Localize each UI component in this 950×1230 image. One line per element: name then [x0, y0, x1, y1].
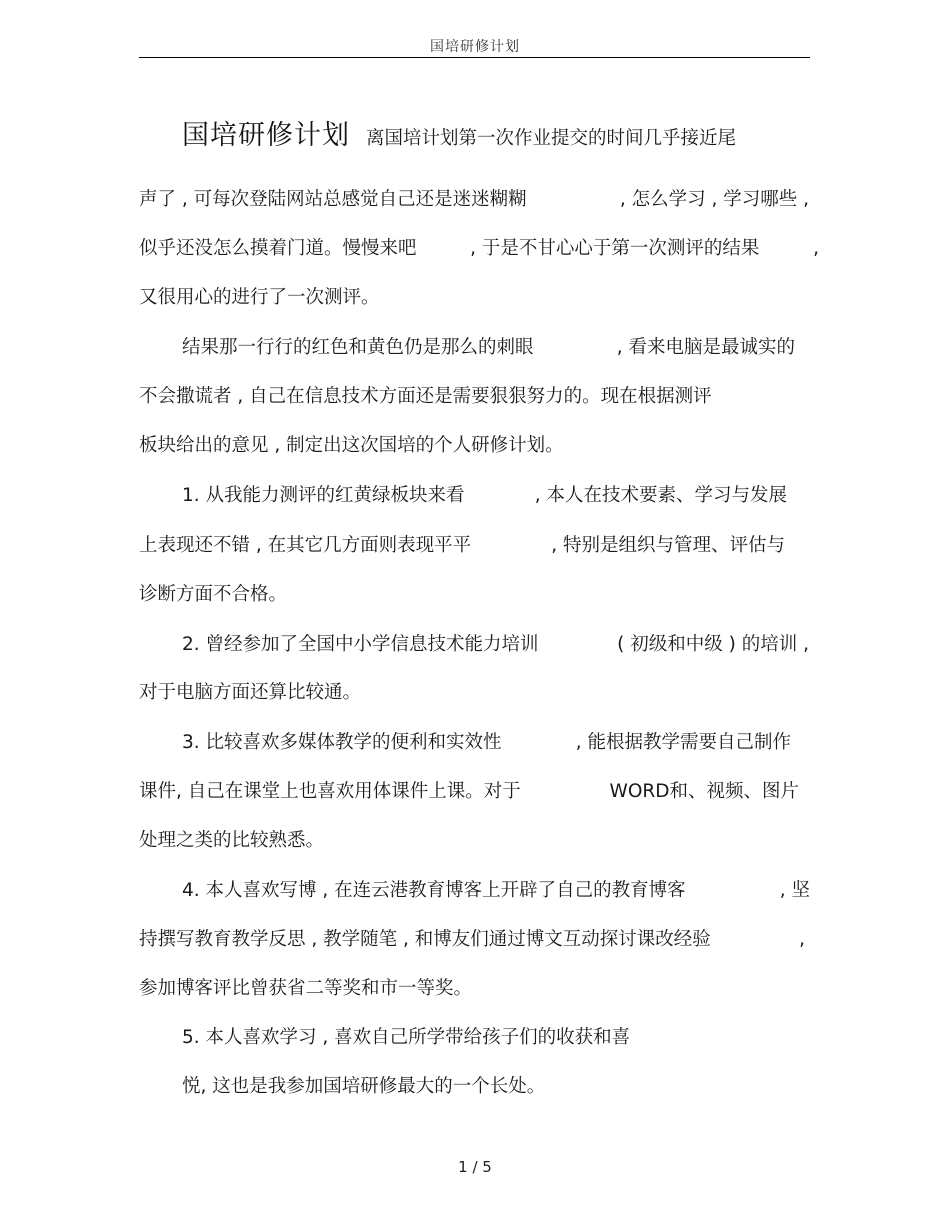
text-segment: , 能根据教学需要自己制作	[575, 732, 791, 753]
paragraph-line	[139, 927, 805, 953]
text-segment: 悦, 这也是我参加国培研修最大的一个长处。	[182, 1076, 546, 1097]
title-line	[182, 118, 736, 154]
paragraph-line	[139, 384, 712, 410]
paragraph-line	[139, 533, 785, 559]
text-segment: ,	[799, 929, 805, 950]
text-segment: 声了 , 可每次登陆网站总感觉自己还是迷迷糊糊	[139, 189, 527, 210]
paragraph-line	[139, 433, 564, 459]
paragraph-line	[182, 730, 791, 756]
paragraph-line	[139, 779, 799, 805]
header-divider	[139, 57, 810, 58]
text-segment: 处理之类的比较熟悉。	[139, 830, 325, 851]
text-segment: ,	[813, 238, 819, 259]
paragraph-line	[139, 236, 819, 262]
paragraph-line	[139, 187, 809, 213]
text-segment: 2. 曾经参加了全国中小学信息技术能力培训	[182, 634, 539, 655]
document-title: 国培研修计划	[182, 120, 350, 151]
text-segment: , 于是不甘心心于第一次测评的结果	[470, 238, 760, 259]
paragraph-line	[182, 1074, 545, 1100]
text-segment: , 本人在技术要素、学习与发展	[534, 485, 787, 506]
text-segment: ( 初级和中级 ) 的培训 ,	[617, 634, 809, 655]
paragraph-line	[139, 976, 472, 1002]
paragraph-line	[182, 878, 810, 904]
text-segment: 似乎还没怎么摸着门道。慢慢来吧	[139, 238, 417, 259]
page-number: 1 / 5	[458, 1158, 492, 1176]
paragraph-line	[139, 680, 361, 706]
paragraph-line	[139, 285, 380, 311]
text-segment: , 特别是组织与管理、评估与	[551, 535, 785, 556]
text-segment: , 怎么学习 , 学习哪些 ,	[619, 189, 809, 210]
paragraph-line	[182, 483, 787, 509]
text-segment: 4. 本人喜欢写博 , 在连云港教育博客上开辟了自己的教育博客	[182, 880, 686, 901]
running-header-title: 国培研修计划	[430, 39, 520, 55]
text-segment: 诊断方面不合格。	[139, 584, 288, 605]
paragraph-line	[139, 828, 324, 854]
text-segment: 参加博客评比曾获省二等奖和市一等奖。	[139, 978, 473, 999]
title-continuation-text: 离国培计划第一次作业提交的时间几乎接近尾	[366, 128, 737, 149]
paragraph-line	[182, 335, 795, 361]
text-segment: 课件, 自己在课堂上也喜欢用体课件上课。对于	[139, 781, 521, 802]
paragraph-line	[182, 632, 809, 658]
text-segment: 上表现还不错 , 在其它几方面则表现平平	[139, 535, 472, 556]
text-segment: 持撰写教育教学反思 , 教学随笔 , 和博友们通过博文互动探讨课改经验	[139, 929, 711, 950]
text-segment: WORD和、视频、图片	[609, 781, 799, 802]
text-segment: 不会撒谎者 , 自己在信息技术方面还是需要狠狠努力的。现在根据测评	[139, 386, 712, 407]
text-segment: 板块给出的意见 , 制定出这次国培的个人研修计划。	[139, 435, 564, 456]
text-segment: 5. 本人喜欢学习 , 喜欢自己所学带给孩子们的收获和喜	[182, 1027, 631, 1048]
text-segment: 对于电脑方面还算比较通。	[139, 682, 362, 703]
text-segment: 结果那一行行的红色和黄色仍是那么的刺眼	[182, 337, 534, 358]
paragraph-line	[139, 582, 287, 608]
paragraph-line	[182, 1025, 630, 1051]
text-segment: 1. 从我能力测评的红黄绿板块来看	[182, 485, 465, 506]
text-segment: 又很用心的进行了一次测评。	[139, 287, 380, 308]
text-segment: , 坚	[779, 880, 810, 901]
text-segment: 3. 比较喜欢多媒体教学的便利和实效性	[182, 732, 502, 753]
text-segment: , 看来电脑是最诚实的	[616, 337, 795, 358]
